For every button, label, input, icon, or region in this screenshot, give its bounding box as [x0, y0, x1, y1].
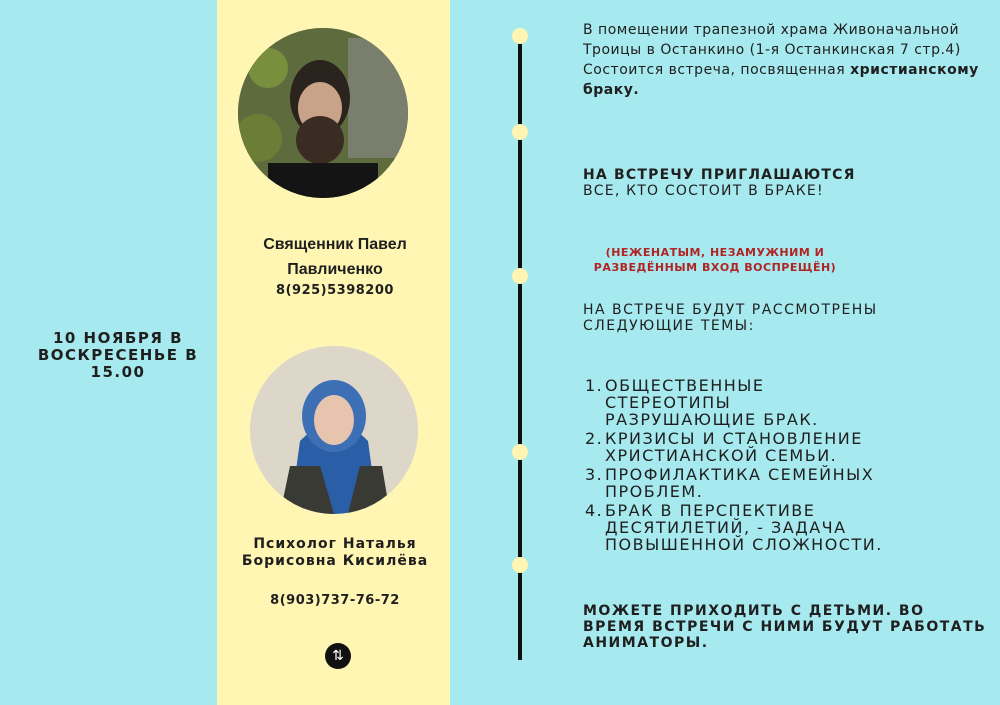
invite-audience: ВСЕ, КТО СОСТОИТ В БРАКЕ!	[583, 183, 824, 199]
timeline-dot	[512, 124, 528, 140]
timeline-dot	[512, 444, 528, 460]
list-item	[585, 377, 885, 428]
priest-photo	[238, 28, 408, 198]
intro-text: В помещении трапезной храма Живоначальной Троицы в Останкино (1-я Останкинская 7 стр.4) Состоится встреча, посвященная	[583, 22, 961, 78]
topics-list	[585, 377, 885, 555]
topic-text: ПРОФИЛАКТИКА СЕМЕЙНЫХ ПРОБЛЕМ.	[605, 465, 875, 501]
timeline-dot	[512, 557, 528, 573]
children-note: МОЖЕТЕ ПРИХОДИТЬ С ДЕТЬМИ. ВО ВРЕМЯ ВСТРЕЧИ С НИМИ БУДУТ РАБОТАТЬ АНИМАТОРЫ.	[583, 603, 987, 651]
topic-text: КРИЗИСЫ И СТАНОВЛЕНИЕ ХРИСТИАНСКОЙ СЕМЬИ.	[605, 429, 863, 465]
invite-heading: НА ВСТРЕЧУ ПРИГЛАШАЮТСЯ	[583, 167, 856, 183]
psychologist-photo-illustration	[250, 346, 418, 514]
list-item	[585, 466, 885, 500]
priest-photo-illustration	[238, 28, 408, 198]
list-item	[585, 430, 885, 464]
speaker-1-name: Священник Павел Павличенко	[263, 236, 407, 278]
topic-text: ОБЩЕСТВЕННЫЕ СТЕРЕОТИПЫ РАЗРУШАЮЩИЕ БРАК.	[605, 376, 819, 429]
left-column	[0, 0, 217, 705]
intro-emphasis: христианскому браку.	[583, 62, 979, 98]
timeline-dot	[512, 28, 528, 44]
share-icon[interactable]: ⇅	[325, 643, 351, 669]
topic-number: 1.	[585, 376, 604, 395]
list-item	[585, 502, 885, 553]
topic-text: БРАК В ПЕРСПЕКТИВЕ ДЕСЯТИЛЕТИЙ, - ЗАДАЧА ПОВЫШЕННОЙ СЛОЖНОСТИ.	[605, 501, 883, 554]
speaker-2-name: Психолог Наталья Борисовна Кисилёва	[241, 536, 429, 569]
timeline-dot	[512, 268, 528, 284]
invitation	[583, 167, 983, 199]
topics-intro: НА ВСТРЕЧЕ БУДУТ РАССМОТРЕНЫ СЛЕДУЮЩИЕ ТЕМЫ:	[583, 302, 878, 334]
psychologist-photo	[250, 346, 418, 514]
topic-number: 4.	[585, 501, 604, 520]
event-intro	[583, 20, 983, 100]
event-date: 10 НОЯБРЯ В ВОСКРЕСЕНЬЕ В 15.00	[37, 329, 199, 381]
restriction-note: (НЕЖЕНАТЫМ, НЕЗАМУЖНИМ И РАЗВЕДЁННЫМ ВХОД ВОСПРЕЩЁН)	[593, 246, 837, 274]
speaker-2-phone: 8(903)737-76-72	[270, 593, 400, 608]
topic-number: 3.	[585, 465, 604, 484]
speaker-1-phone: 8(925)5398200	[276, 283, 394, 298]
topic-number: 2.	[585, 429, 604, 448]
